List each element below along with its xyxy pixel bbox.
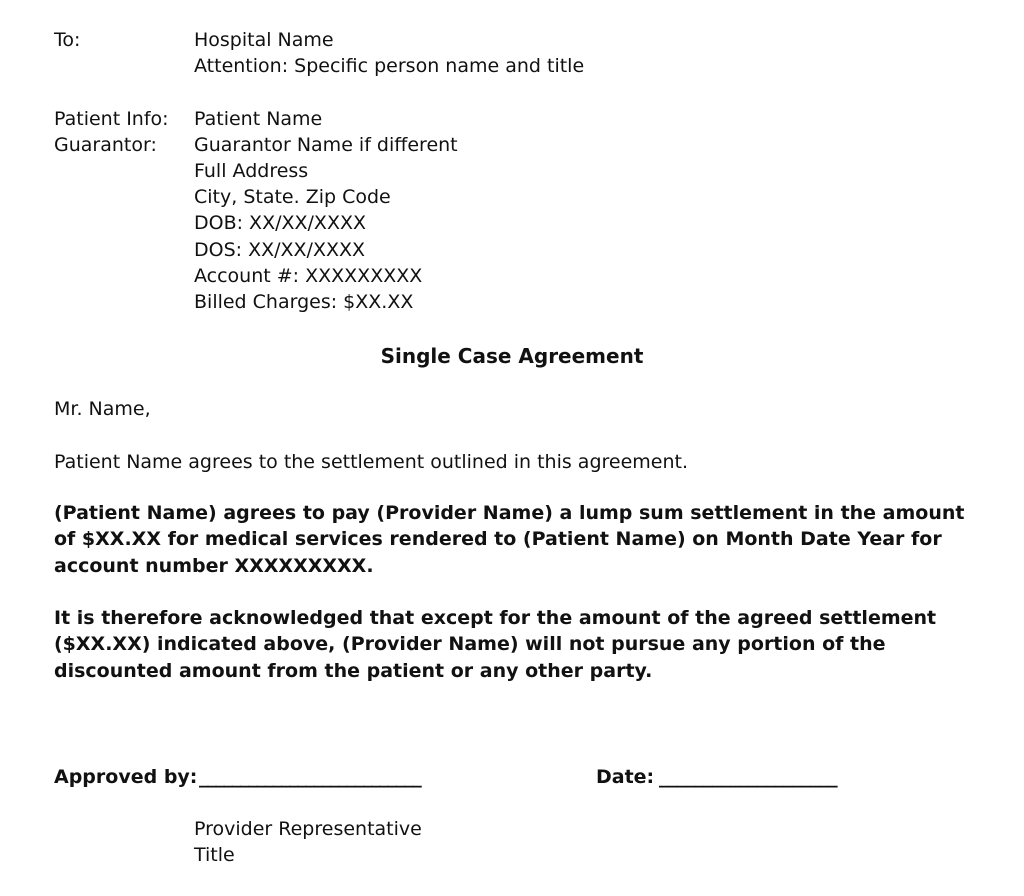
representative-title: Title [194, 844, 235, 866]
dob: DOB: XX/XX/XXXX [194, 212, 366, 234]
acknowledgement-line: It is therefore acknowledged that except for the amount of the agreed settlement [54, 607, 937, 629]
intro-paragraph: Patient Name agrees to the settlement outlined in this agreement. [54, 451, 689, 473]
settlement-line: account number XXXXXXXXX. [54, 554, 374, 577]
to-hospital-name: Hospital Name [194, 29, 334, 51]
settlement-paragraph [54, 500, 965, 579]
settlement-line: (Patient Name) agrees to pay (Provider Name) a lump sum settlement in the amount [54, 502, 965, 524]
guarantor-label: Guarantor: [54, 134, 157, 156]
patient-name: Patient Name [194, 108, 323, 130]
approved-by-line: ___________________________ [199, 766, 421, 788]
patient-info-label: Patient Info: [54, 108, 169, 130]
to-attention: Attention: Specific person name and title [194, 55, 585, 77]
guarantor-name: Guarantor Name if different [194, 134, 458, 156]
date-line: ____________________ [659, 766, 838, 788]
acknowledgement-line: ($XX.XX) indicated above, (Provider Name) will not pursue any portion of the [54, 633, 886, 656]
dos: DOS: XX/XX/XXXX [194, 239, 366, 261]
acknowledgement-paragraph [54, 605, 959, 684]
full-address: Full Address [194, 160, 309, 182]
city-state-zip: City, State. Zip Code [194, 186, 391, 208]
provider-representative: Provider Representative [194, 818, 422, 840]
document-title: Single Case Agreement [380, 344, 644, 368]
billed-charges: Billed Charges: $XX.XX [194, 291, 414, 313]
account-number: Account #: XXXXXXXXX [194, 265, 423, 287]
salutation: Mr. Name, [54, 398, 151, 420]
to-label: To: [54, 29, 81, 51]
date-label: Date: [596, 766, 655, 788]
approved-by-label: Approved by: [54, 766, 198, 788]
settlement-line: of $XX.XX for medical services rendered to (Patient Name) on Month Date Year for [54, 528, 942, 551]
acknowledgement-line: discounted amount from the patient or any other party. [54, 659, 653, 682]
